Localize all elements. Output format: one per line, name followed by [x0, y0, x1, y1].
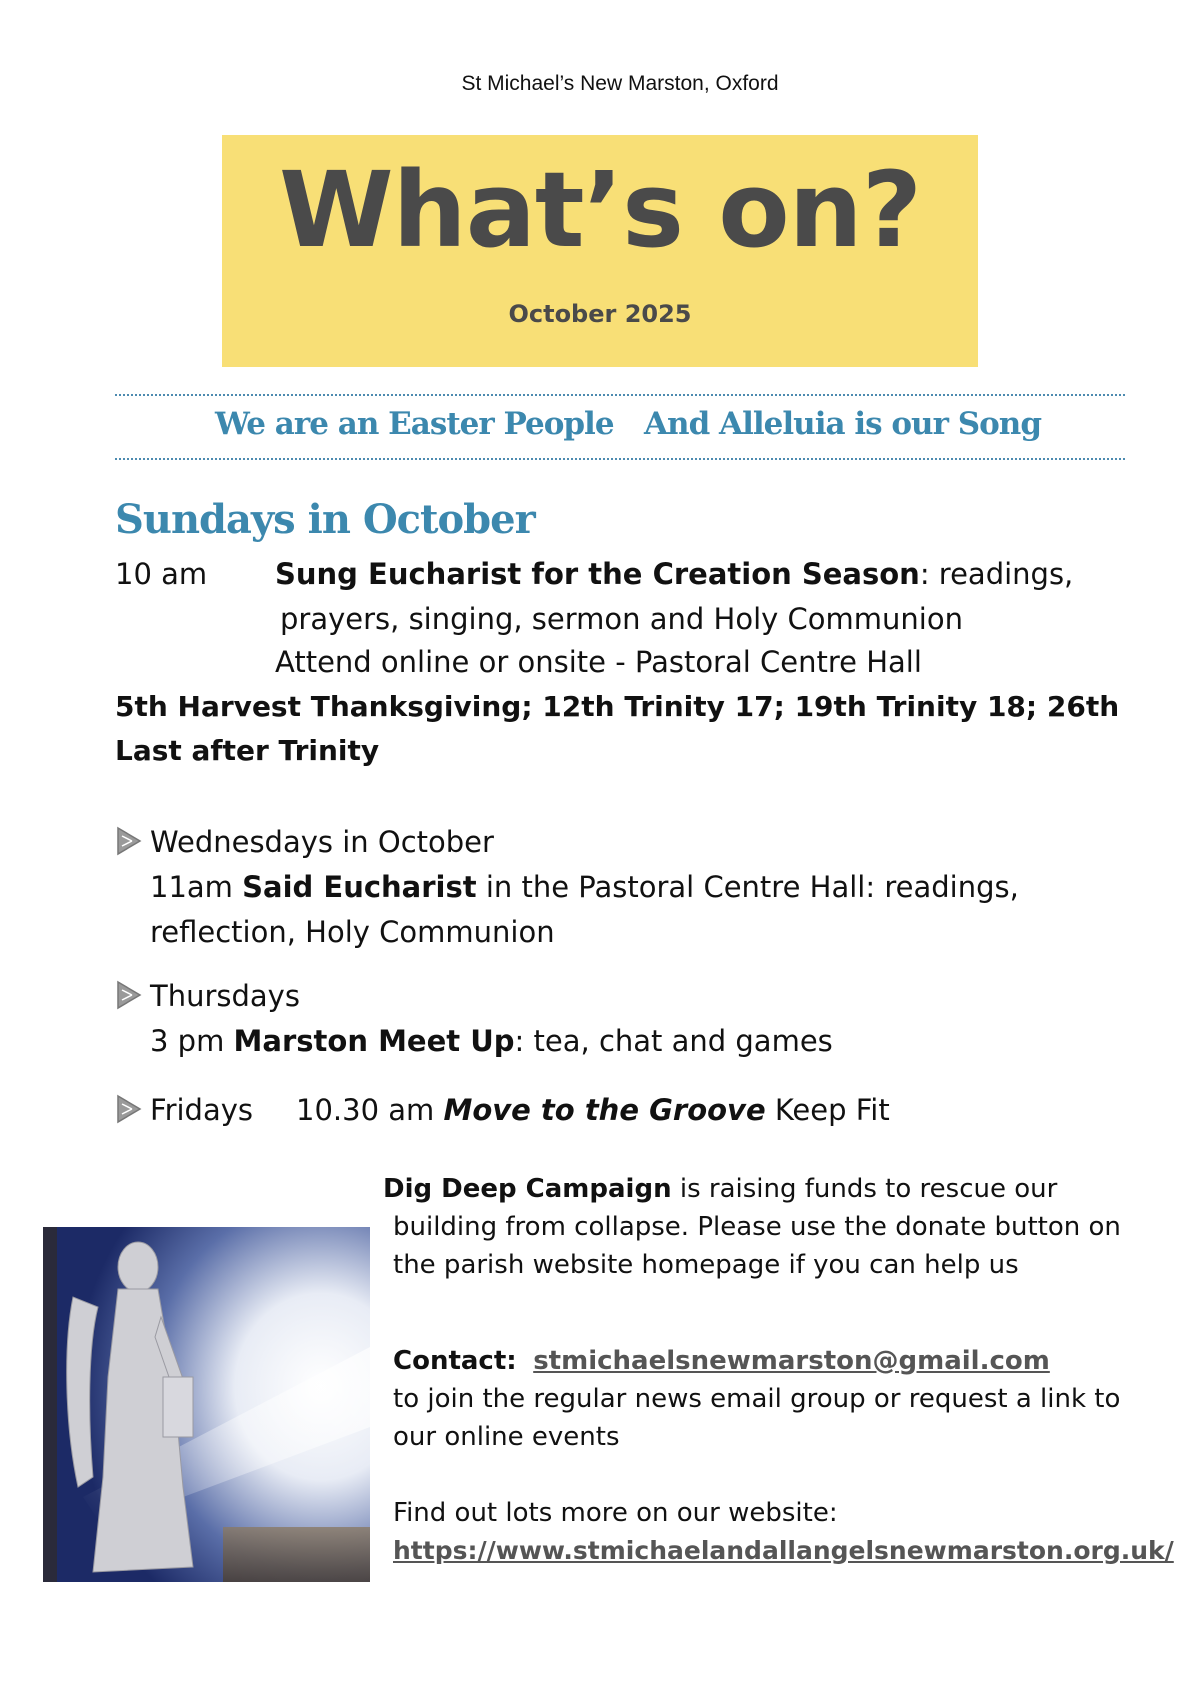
- dotted-divider-bottom: [115, 458, 1125, 460]
- website-intro: Find out lots more on our website:: [393, 1498, 838, 1528]
- wednesday-title: Wednesdays in October: [150, 825, 494, 859]
- thursday-line-1: [150, 1019, 833, 1063]
- sunday-service-name: Sung Eucharist for the Creation Season: [275, 557, 920, 591]
- friday-title: Fridays: [150, 1093, 254, 1127]
- angel-statue-photo: [43, 1227, 370, 1582]
- sunday-service-rest: : readings,: [919, 557, 1074, 591]
- triangle-bullet-icon: [115, 826, 143, 856]
- triangle-bullet-icon: [115, 1094, 143, 1124]
- dig-deep-name: Dig Deep Campaign: [383, 1174, 672, 1204]
- sunday-dates: 5th Harvest Thanksgiving; 12th Trinity 17; 19th Trinity 18; 26th Last after Trinity: [115, 690, 1120, 767]
- friday-rest: Keep Fit: [765, 1093, 890, 1127]
- friday-time: 10.30 am: [296, 1093, 444, 1127]
- thursday-title: Thursdays: [150, 979, 300, 1013]
- parish-name: St Michael’s New Marston, Oxford: [461, 72, 779, 95]
- dotted-divider-top: [115, 394, 1125, 396]
- dig-deep-line-1: [383, 1170, 1057, 1208]
- website-link[interactable]: https://www.stmichaelandallangelsnewmarston.org.uk/: [393, 1536, 1174, 1565]
- dig-deep-line-2: building from collapse. Please use the donate button on: [393, 1212, 1121, 1242]
- dig-deep-line-3: the parish website homepage if you can help us: [393, 1250, 1019, 1280]
- contact-line: [393, 1342, 1050, 1380]
- friday-event-name: Move to the Groove: [443, 1093, 766, 1127]
- friday-line: [296, 1088, 890, 1132]
- contact-email-link[interactable]: stmichaelsnewmarston@gmail.com: [533, 1346, 1050, 1376]
- contact-join-line-2: our online events: [393, 1422, 620, 1452]
- sunday-service-line: [275, 552, 1073, 596]
- tagline-right: And Alleluia is our Song: [644, 406, 1041, 442]
- wednesday-line-1: [150, 865, 1019, 909]
- thursday-time: 3 pm: [150, 1024, 234, 1058]
- issue-date: October 2025: [508, 300, 692, 328]
- thursday-rest: : tea, chat and games: [514, 1024, 833, 1058]
- wednesday-line-2: reflection, Holy Communion: [150, 915, 555, 949]
- contact-join-line-1: to join the regular news email group or request a link to: [393, 1384, 1121, 1414]
- sunday-service-line-3: Attend online or onsite - Pastoral Centre Hall: [275, 645, 922, 679]
- wednesday-service-name: Said Eucharist: [242, 870, 477, 904]
- wednesday-rest: in the Pastoral Centre Hall: readings,: [476, 870, 1019, 904]
- page-title: What’s on?: [278, 149, 922, 271]
- tagline-left: We are an Easter People: [215, 406, 614, 442]
- sunday-service-line-2: prayers, singing, sermon and Holy Communion: [280, 602, 963, 636]
- dig-deep-rest: is raising funds to rescue our: [671, 1174, 1058, 1204]
- sundays-heading: Sundays in October: [115, 496, 535, 543]
- thursday-event-name: Marston Meet Up: [233, 1024, 515, 1058]
- sunday-time: 10 am: [115, 557, 208, 591]
- wednesday-time: 11am: [150, 870, 243, 904]
- contact-label: Contact:: [393, 1346, 517, 1376]
- triangle-bullet-icon: [115, 980, 143, 1010]
- title-banner: [222, 135, 978, 367]
